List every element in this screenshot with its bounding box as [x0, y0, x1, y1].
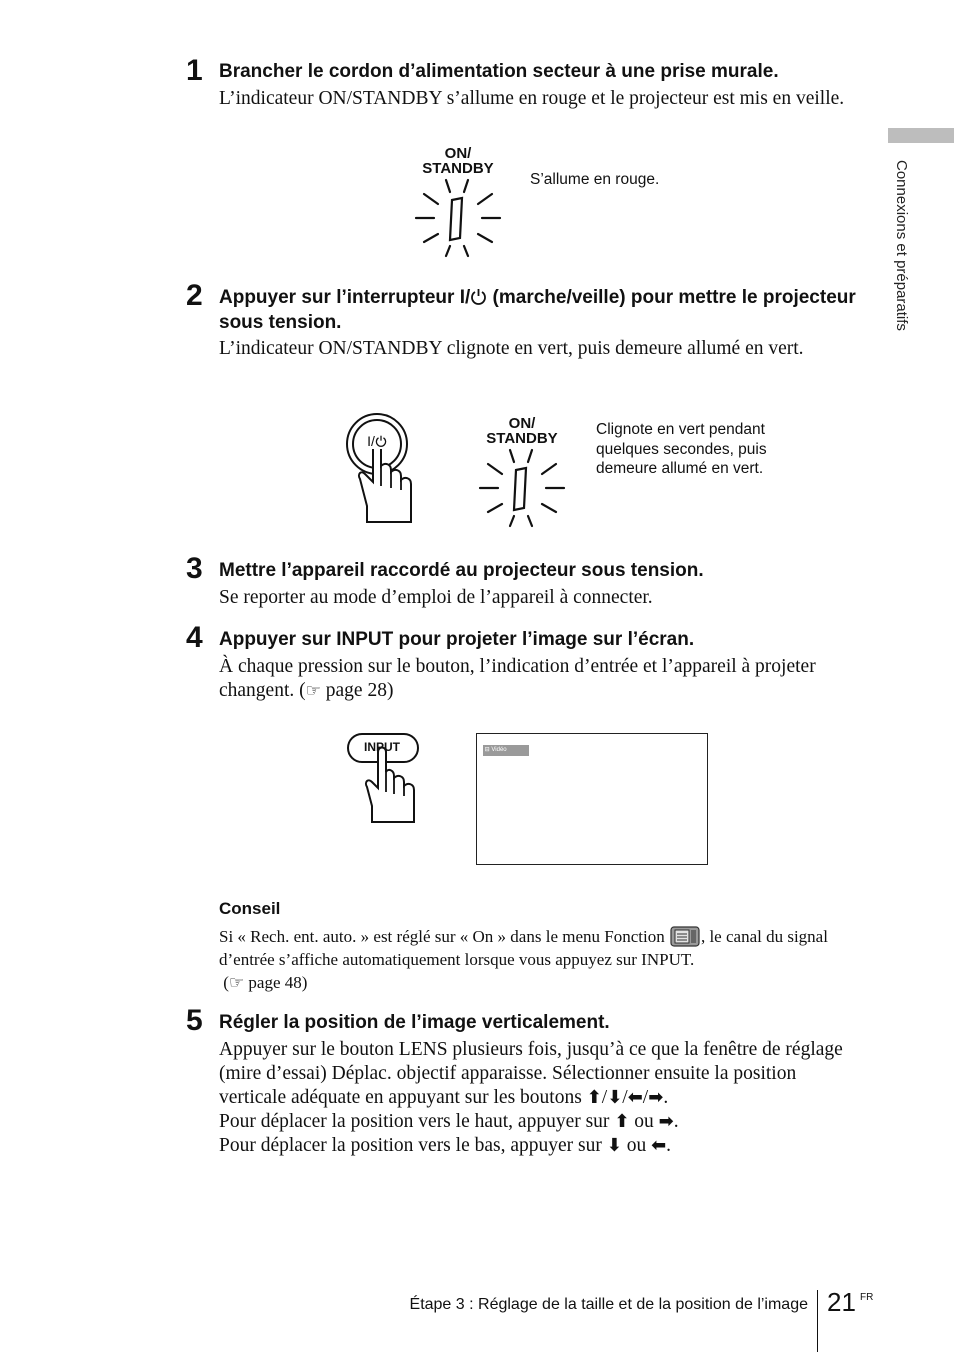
power-button-icon [343, 410, 423, 528]
input-indicator-badge: ⊟ Vidéo [483, 745, 529, 756]
arrow-up-icon: ⬆ [586, 1087, 602, 1108]
step-2-indicator-label: ON/ STANDBY [486, 415, 558, 447]
arrow-right-icon: ➡ [648, 1087, 664, 1108]
arrow-up-icon: ⬆ [614, 1111, 630, 1132]
side-tab-label: Connexions et préparatifs [893, 160, 910, 331]
step-1-number: 1 [186, 54, 203, 87]
step-5-up-instruction: Pour déplacer la position vers le haut, appuyer sur ⬆ ou ➡. [219, 1111, 679, 1132]
step-5-number: 5 [186, 1004, 203, 1037]
power-standby-icon [470, 288, 487, 305]
footer-divider [817, 1290, 818, 1352]
projected-screen [476, 733, 708, 865]
step-4-heading: Appuyer sur INPUT pour projeter l’image sur l’écran. [219, 629, 695, 650]
step-4-number: 4 [186, 621, 203, 654]
power-button-label: I/ [360, 433, 394, 449]
step-2-number: 2 [186, 279, 203, 312]
step-1-heading: Brancher le cordon d’alimentation secteur à une prise murale. [219, 61, 779, 82]
arrow-down-icon: ⬇ [606, 1135, 622, 1156]
tip-body: Si « Rech. ent. auto. » est réglé sur « On » dans le menu Fonction , le canal du signal d’entrée s’affiche automatiquement lorsque vous appuyez sur INPUT. (☞ page 48) [219, 924, 859, 995]
step-3-heading: Mettre l’appareil raccordé au projecteur sous tension. [219, 560, 704, 581]
step-1-caption: S’allume en rouge. [530, 171, 660, 188]
side-tab-marker [888, 128, 954, 143]
reference-icon: ☞ [305, 681, 321, 701]
standby-symbol-icon [375, 435, 387, 447]
step-5-body [219, 1038, 859, 1158]
step-2-heading: Appuyer sur l’interrupteur I/ (marche/veille) pour mettre le projecteur sous tension. [219, 287, 856, 333]
footer-section-title: Étape 3 : Réglage de la taille et de la position de l’image [409, 1296, 808, 1313]
step-2-body: L’indicateur ON/STANDBY clignote en vert, puis demeure allumé en vert. [219, 338, 804, 359]
step-1-body: L’indicateur ON/STANDBY s’allume en rouge et le projecteur est mis en veille. [219, 88, 845, 109]
indicator-blink-icon [474, 446, 570, 530]
reference-icon: ☞ [228, 973, 245, 993]
page-language: FR [860, 1292, 874, 1303]
step-3-number: 3 [186, 552, 203, 585]
step-2-caption: Clignote en vert pendant quelques secondes, puis demeure allumé en vert. [596, 421, 767, 477]
step-4-body: À chaque pression sur le bouton, l’indication d’entrée et l’appareil à projeter changent. (☞ page 28) [219, 656, 816, 701]
step-1-indicator-label: ON/ STANDBY [422, 145, 494, 177]
page-number: 21 [827, 1287, 856, 1317]
indicator-lamp-icon [410, 176, 506, 260]
function-menu-icon [669, 924, 701, 948]
arrow-down-icon: ⬇ [607, 1087, 623, 1108]
input-source-icon: ⊟ [484, 747, 490, 753]
step-5-paragraph: Appuyer sur le bouton LENS plusieurs fois, jusqu’à ce que la fenêtre de réglage (mire d’essai) Déplac. objectif apparaisse. Sélectionner ensuite la position verticale adéquate en appuyant sur les boutons ⬆/⬇/⬅/➡. [219, 1039, 843, 1108]
step-3-body: Se reporter au mode d’emploi de l’appareil à connecter. [219, 587, 653, 608]
tip-title: Conseil [219, 899, 281, 918]
step-5-heading: Régler la position de l’image verticalement. [219, 1012, 610, 1033]
step-5-down-instruction: Pour déplacer la position vers le bas, appuyer sur ⬇ ou ⬅. [219, 1135, 672, 1156]
arrow-right-icon: ➡ [658, 1111, 674, 1132]
arrow-left-icon: ⬅ [651, 1135, 667, 1156]
arrow-left-icon: ⬅ [627, 1087, 643, 1108]
input-button-label: INPUT [364, 740, 400, 754]
